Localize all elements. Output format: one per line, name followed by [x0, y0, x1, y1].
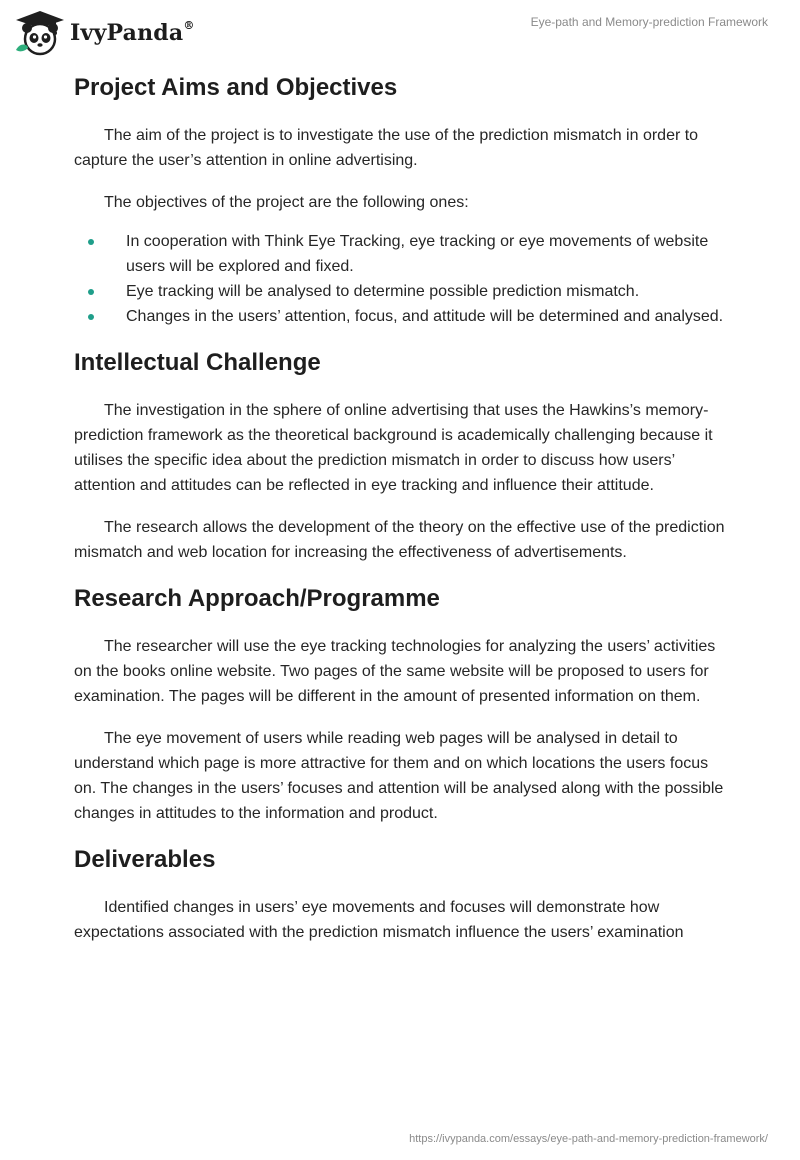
section-heading: Deliverables [74, 846, 216, 873]
paragraph: The research allows the development of the theory on the effective use of the prediction mismatch and web location for increasing the effectiveness of advertisements. [74, 519, 725, 561]
bullet-icon [88, 314, 94, 320]
page-header [0, 0, 800, 64]
section-heading: Project Aims and Objectives [74, 74, 398, 101]
list-item: Eye tracking will be analysed to determine possible prediction mismatch. [74, 279, 734, 304]
section-heading: Intellectual Challenge [74, 349, 321, 376]
list-item: Changes in the users’ attention, focus, and attitude will be determined and analysed. [74, 304, 734, 329]
paragraph: The investigation in the sphere of online advertising that uses the Hawkins’s memory-prediction framework as the theoretical background is academically challenging because it utilises the specific idea about the prediction mismatch in order to discuss how users’ attention and attitudes can be reflected in eye tracking and influence their attitude. [74, 402, 713, 494]
objectives-list [74, 229, 734, 329]
paragraph: The eye movement of users while reading web pages will be analysed in detail to understand which page is more attractive for them and on which locations the users focus on. The changes in the users’ focuses and attention will be analysed along with the possible changes in attitudes to the information and product. [74, 730, 724, 822]
logo-text: IvyPanda® [70, 18, 195, 46]
essay-content [74, 70, 734, 945]
panda-logo-icon [14, 10, 66, 56]
logo[interactable] [14, 10, 195, 56]
bullet-icon [88, 289, 94, 295]
source-url[interactable]: https://ivypanda.com/essays/eye-path-and-memory-prediction-framework/ [409, 1133, 768, 1145]
paragraph: Identified changes in users’ eye movements and focuses will demonstrate how expectations associated with the prediction mismatch influence the users’ examination [74, 899, 684, 941]
bullet-icon [88, 239, 94, 245]
paragraph: The objectives of the project are the following ones: [104, 194, 469, 211]
section-heading: Research Approach/Programme [74, 585, 440, 612]
paragraph: The researcher will use the eye tracking technologies for analyzing the users’ activities on the books online website. Two pages of the same website will be proposed to users for examination. The pages will be different in the amount of presented information on them. [74, 638, 716, 705]
document-title: Eye-path and Memory-prediction Framework [530, 15, 768, 29]
paragraph: The aim of the project is to investigate the use of the prediction mismatch in order to capture the user’s attention in online advertising. [74, 127, 699, 169]
list-item: In cooperation with Think Eye Tracking, eye tracking or eye movements of website users will be explored and fixed. [74, 229, 734, 279]
